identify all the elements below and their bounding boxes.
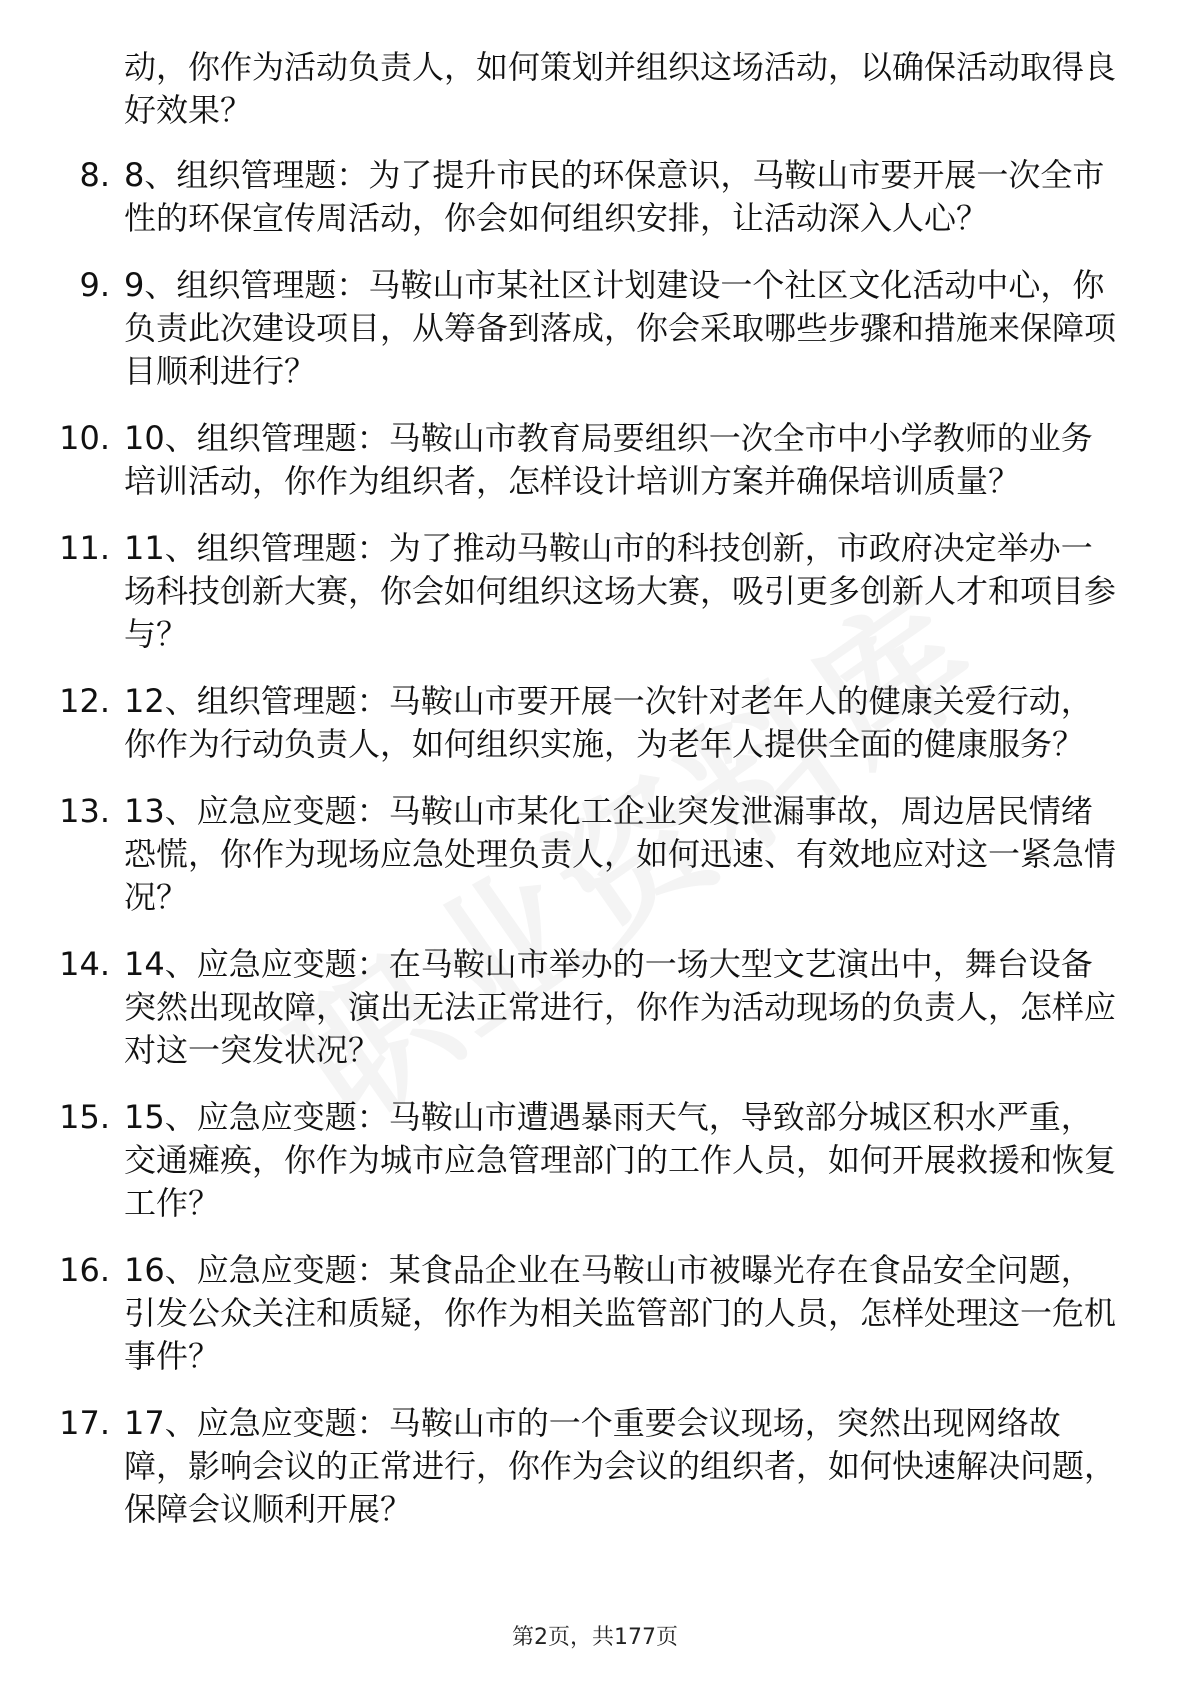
list-item-number: 14. — [59, 945, 110, 983]
list-item-text: 14、应急应变题：在马鞍山市举办的一场大型文艺演出中，舞台设备突然出现故障，演出无法正常进行，你作为活动现场的负责人，怎样应对这一突发状况？ — [124, 945, 1117, 1069]
list-item — [59, 1249, 1122, 1378]
list-item-text: 13、应急应变题：马鞍山市某化工企业突发泄漏事故，周边居民情绪恐慌，你作为现场应急处理负责人，如何迅速、有效地应对这一紧急情况？ — [124, 792, 1117, 916]
list-item-number: 17. — [59, 1404, 110, 1442]
list-item-text: 8、组织管理题：为了提升市民的环保意识，马鞍山市要开展一次全市性的环保宣传周活动，你会如何组织安排，让活动深入人心？ — [124, 156, 1105, 237]
list-item-text: 16、应急应变题：某食品企业在马鞍山市被曝光存在食品安全问题，引发公众关注和质疑，你作为相关监管部门的人员，怎样处理这一危机事件？ — [124, 1251, 1117, 1375]
list-item — [59, 1402, 1122, 1531]
list-item-text: 11、组织管理题：为了推动马鞍山市的科技创新，市政府决定举办一场科技创新大赛，你会如何组织这场大赛，吸引更多创新人才和项目参与？ — [124, 529, 1117, 653]
list-item-text: 12、组织管理题：马鞍山市要开展一次针对老年人的健康关爱行动，你作为行动负责人，如何组织实施，为老年人提供全面的健康服务？ — [124, 682, 1093, 763]
list-item-number: 15. — [59, 1098, 110, 1136]
list-item-text: 9、组织管理题：马鞍山市某社区计划建设一个社区文化活动中心，你负责此次建设项目，从筹备到落成，你会采取哪些步骤和措施来保障项目顺利进行？ — [124, 266, 1117, 390]
list-item — [62, 154, 1122, 240]
page-number: 第2页，共177页 — [512, 1625, 678, 1650]
list-item-number: 10. — [59, 419, 110, 457]
list-item — [59, 943, 1122, 1072]
list-item-number: 11. — [59, 529, 110, 567]
list-item-text: 17、应急应变题：马鞍山市的一个重要会议现场，突然出现网络故障，影响会议的正常进行，你作为会议的组织者，如何快速解决问题，保障会议顺利开展？ — [124, 1404, 1117, 1528]
question-list — [59, 46, 1122, 1555]
list-item — [59, 680, 1122, 766]
list-item — [59, 1096, 1122, 1225]
list-item — [59, 527, 1122, 656]
list-item — [59, 790, 1122, 919]
list-item-text: 15、应急应变题：马鞍山市遭遇暴雨天气，导致部分城区积水严重，交通瘫痪，你作为城市应急管理部门的工作人员，如何开展救援和恢复工作？ — [124, 1098, 1117, 1222]
list-item-number: 9. — [79, 266, 110, 304]
list-item-number: 12. — [59, 682, 110, 720]
list-item-text: 10、组织管理题：马鞍山市教育局要组织一次全市中小学教师的业务培训活动，你作为组织者，怎样设计培训方案并确保培训质量？ — [124, 419, 1093, 500]
list-item — [62, 264, 1122, 393]
list-item-number: 13. — [59, 792, 110, 830]
continued-question-text: 动，你作为活动负责人，如何策划并组织这场活动，以确保活动取得良好效果？ — [124, 48, 1117, 129]
list-item — [59, 417, 1122, 503]
list-item-number: 8. — [79, 156, 110, 194]
list-item-number: 16. — [59, 1251, 110, 1289]
